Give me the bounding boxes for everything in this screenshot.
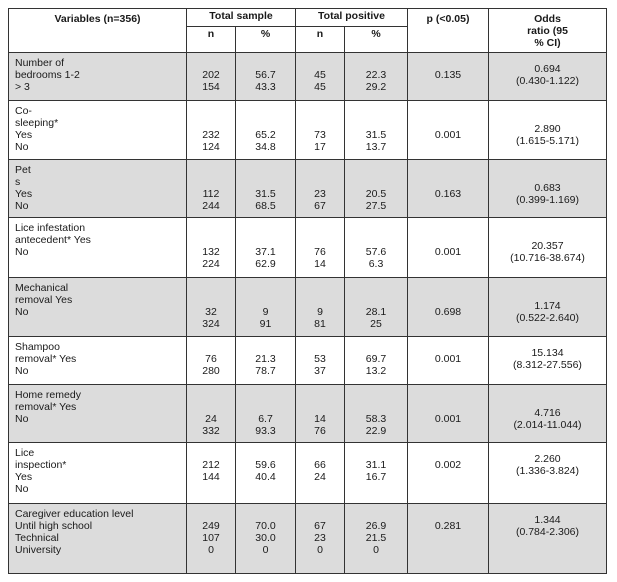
variable-label: bedrooms 1-2 <box>15 69 80 81</box>
value-pct2: 27.5 <box>365 199 387 212</box>
variable-label: No <box>15 245 29 258</box>
value-n2: 45 <box>314 81 326 93</box>
value-cell-n1 <box>187 503 236 573</box>
value-n2: 73 <box>314 129 326 142</box>
value-cell-n1 <box>187 336 236 384</box>
value-n1: 154 <box>202 81 220 93</box>
variable-label: Caregiver education level <box>15 507 134 520</box>
value-pct2: 20.5 <box>365 187 387 200</box>
value-pct2: 0 <box>373 543 379 556</box>
value-cell-n1 <box>187 443 236 503</box>
variable-cell <box>9 278 187 336</box>
variable-label: Co- <box>15 105 32 118</box>
variable-label: Mechanical <box>15 282 69 295</box>
value-pct1: 37.1 <box>255 245 276 258</box>
value-pct1: 9 <box>262 306 269 319</box>
value-pct1: 91 <box>259 318 272 331</box>
value-n1: 32 <box>205 306 217 319</box>
value-n1: 132 <box>202 245 220 258</box>
value-pct2: 21.5 <box>365 531 387 544</box>
value-cell-pct1 <box>236 217 296 277</box>
value-cell-pct1 <box>236 503 296 573</box>
value-pct2: 57.6 <box>365 245 387 258</box>
header-total-sample: Total sample <box>187 9 296 27</box>
value-pct1: 68.5 <box>255 199 276 212</box>
value-n2: 76 <box>314 424 326 437</box>
value-n2: 23 <box>314 187 326 200</box>
odds-ratio-value: 4.716 <box>534 406 561 419</box>
value-pct1: 62.9 <box>255 257 276 270</box>
value-n1: 24 <box>205 412 217 425</box>
value-cell-n1 <box>187 101 236 159</box>
odds-ratio-cell <box>489 159 607 217</box>
value-pct1: 70.0 <box>255 519 276 532</box>
variable-label: No <box>15 199 29 212</box>
value-cell-n1 <box>187 217 236 277</box>
value-pct1: 31.5 <box>255 187 276 200</box>
value-cell-pct1 <box>236 101 296 159</box>
odds-ratio-cell <box>489 336 607 384</box>
value-n2: 24 <box>314 471 326 484</box>
confidence-interval: (1.615-5.171) <box>515 135 580 148</box>
table-row <box>9 443 607 503</box>
variable-cell <box>9 159 187 217</box>
value-cell-n2 <box>296 159 345 217</box>
confidence-interval: (0.430-1.122) <box>515 75 580 87</box>
confidence-interval: (0.784-2.306) <box>515 525 580 538</box>
variable-label: No <box>15 141 29 154</box>
value-n2: 67 <box>314 199 326 212</box>
value-cell-pct2 <box>345 336 408 384</box>
value-pct2: 22.9 <box>365 424 387 437</box>
value-pct1: 0 <box>262 543 269 556</box>
variable-label: removal* Yes <box>15 352 77 365</box>
p-value-cell <box>408 101 489 159</box>
header-pct-positive: % <box>345 27 408 53</box>
variable-label: s <box>15 175 21 188</box>
odds-ratio-cell <box>489 443 607 503</box>
table-row <box>9 217 607 277</box>
value-n2: 76 <box>314 245 326 258</box>
p-value: 0.001 <box>434 129 462 142</box>
value-cell-pct1 <box>236 278 296 336</box>
table-row <box>9 336 607 384</box>
value-pct1: 43.3 <box>255 81 276 93</box>
value-pct1: 93.3 <box>255 424 276 437</box>
p-value: 0.001 <box>434 352 462 365</box>
value-pct1: 78.7 <box>255 364 276 377</box>
odds-ratio-value: 15.134 <box>531 346 564 359</box>
value-cell-pct1 <box>236 384 296 442</box>
table-row <box>9 101 607 159</box>
table-row <box>9 503 607 573</box>
value-cell-n1 <box>187 159 236 217</box>
value-n2: 45 <box>314 69 326 81</box>
value-pct1: 59.6 <box>255 459 276 472</box>
value-cell-pct2 <box>345 217 408 277</box>
variable-label: Lice <box>15 447 35 460</box>
header-odds-ratio: Odds ratio (95 % CI) <box>489 9 607 53</box>
table-row <box>9 159 607 217</box>
value-cell-pct1 <box>236 53 296 101</box>
value-pct1: 6.7 <box>258 412 273 425</box>
value-cell-n2 <box>296 384 345 442</box>
value-pct2: 58.3 <box>365 412 387 425</box>
value-n2: 0 <box>317 543 323 556</box>
variable-label: antecedent* Yes <box>15 233 91 246</box>
variable-label: Technical <box>15 531 59 544</box>
variable-label: Number of <box>15 57 65 69</box>
variable-label: Yes <box>15 471 33 484</box>
variable-label: inspection* <box>15 459 67 472</box>
odds-ratio-cell <box>489 384 607 442</box>
value-pct2: 31.1 <box>365 459 387 472</box>
value-n2: 81 <box>314 318 326 331</box>
value-pct2: 13.7 <box>365 141 387 154</box>
value-n1: 112 <box>202 187 220 200</box>
p-value: 0.001 <box>434 412 462 425</box>
results-table <box>8 8 607 574</box>
variable-label: No <box>15 412 29 425</box>
value-n2: 9 <box>317 306 323 319</box>
variable-label: No <box>15 483 29 496</box>
value-cell-n1 <box>187 278 236 336</box>
value-pct1: 40.4 <box>255 471 276 484</box>
value-pct1: 30.0 <box>255 531 276 544</box>
odds-ratio-value: 0.683 <box>534 181 561 194</box>
variable-label: > 3 <box>15 81 30 93</box>
p-value-cell <box>408 278 489 336</box>
value-cell-n2 <box>296 278 345 336</box>
value-n1: 232 <box>202 129 220 142</box>
value-pct2: 69.7 <box>365 352 387 365</box>
p-value: 0.163 <box>434 187 462 200</box>
odds-ratio-cell <box>489 503 607 573</box>
value-pct1: 56.7 <box>255 69 276 81</box>
variable-label: Home remedy <box>15 388 81 401</box>
value-cell-n2 <box>296 336 345 384</box>
value-pct1: 21.3 <box>255 352 276 365</box>
value-cell-n2 <box>296 443 345 503</box>
variable-label: Yes <box>15 129 33 142</box>
header-total-positive: Total positive <box>296 9 408 27</box>
variable-cell <box>9 443 187 503</box>
value-n2: 17 <box>314 141 326 154</box>
header-n-sample: n <box>187 27 236 53</box>
confidence-interval: (8.312-27.556) <box>513 358 582 371</box>
value-cell-n2 <box>296 101 345 159</box>
value-pct2: 25 <box>370 318 382 331</box>
value-n2: 14 <box>314 257 326 270</box>
confidence-interval: (2.014-11.044) <box>513 418 582 431</box>
value-pct2: 16.7 <box>365 471 387 484</box>
value-pct1: 65.2 <box>255 129 276 142</box>
variable-cell <box>9 336 187 384</box>
odds-ratio-cell <box>489 53 607 101</box>
value-cell-n1 <box>187 53 236 101</box>
p-value: 0.281 <box>434 519 462 532</box>
odds-ratio-cell <box>489 278 607 336</box>
table-row <box>9 53 607 101</box>
p-value-cell <box>408 159 489 217</box>
variable-cell <box>9 53 187 101</box>
variable-label: University <box>15 543 62 556</box>
value-pct2: 26.9 <box>365 519 387 532</box>
confidence-interval: (0.399-1.169) <box>515 193 580 206</box>
value-cell-n1 <box>187 384 236 442</box>
table-row <box>9 278 607 336</box>
p-value: 0.698 <box>434 306 462 319</box>
value-n2: 67 <box>314 519 326 532</box>
variable-label: Yes <box>15 187 33 200</box>
value-cell-pct2 <box>345 384 408 442</box>
value-pct2: 13.2 <box>365 364 387 377</box>
value-cell-pct2 <box>345 503 408 573</box>
odds-ratio-value: 1.174 <box>534 300 561 313</box>
value-n1: 249 <box>202 519 220 532</box>
p-value: 0.001 <box>434 245 462 258</box>
header-p-value: p (<0.05) <box>408 9 489 53</box>
variable-label: Until high school <box>15 519 93 532</box>
p-value-cell <box>408 53 489 101</box>
variable-label: No <box>15 306 29 319</box>
value-pct2: 22.3 <box>365 69 387 81</box>
value-cell-n2 <box>296 217 345 277</box>
header-pct-sample: % <box>236 27 296 53</box>
value-cell-pct2 <box>345 101 408 159</box>
variable-label: Lice infestation <box>15 221 86 234</box>
value-cell-n2 <box>296 503 345 573</box>
value-pct2: 29.2 <box>365 81 387 93</box>
value-n2: 53 <box>314 352 326 365</box>
value-n2: 37 <box>314 364 326 377</box>
odds-ratio-cell <box>489 101 607 159</box>
value-n1: 244 <box>202 199 220 212</box>
variable-label: No <box>15 364 29 377</box>
value-n1: 0 <box>208 543 214 556</box>
variable-cell <box>9 217 187 277</box>
value-cell-pct1 <box>236 443 296 503</box>
value-n1: 144 <box>202 471 220 484</box>
confidence-interval: (0.522-2.640) <box>515 312 580 325</box>
value-cell-n2 <box>296 53 345 101</box>
header-n-positive: n <box>296 27 345 53</box>
odds-ratio-value: 2.260 <box>534 453 561 466</box>
value-cell-pct2 <box>345 443 408 503</box>
value-n1: 202 <box>202 69 220 81</box>
value-cell-pct2 <box>345 278 408 336</box>
odds-ratio-value: 1.344 <box>534 513 561 526</box>
odds-ratio-value: 2.890 <box>534 123 561 136</box>
value-n1: 76 <box>205 352 217 365</box>
variable-label: removal Yes <box>15 294 73 307</box>
p-value: 0.135 <box>434 69 462 81</box>
odds-ratio-value: 20.357 <box>531 239 564 252</box>
p-value-cell <box>408 336 489 384</box>
value-n2: 23 <box>314 531 326 544</box>
odds-ratio-cell <box>489 217 607 277</box>
variable-cell <box>9 101 187 159</box>
value-pct2: 6.3 <box>368 257 384 270</box>
value-n1: 224 <box>202 257 220 270</box>
value-cell-pct2 <box>345 53 408 101</box>
variable-label: Pet <box>15 163 31 176</box>
value-n1: 332 <box>202 424 220 437</box>
value-n1: 324 <box>202 318 220 331</box>
value-n1: 212 <box>202 459 220 472</box>
confidence-interval: (1.336-3.824) <box>515 465 580 478</box>
value-n1: 280 <box>202 364 220 377</box>
value-n2: 66 <box>314 459 326 472</box>
header-variables: Variables (n=356) <box>9 9 187 53</box>
p-value-cell <box>408 217 489 277</box>
variable-cell <box>9 384 187 442</box>
p-value-cell <box>408 503 489 573</box>
value-pct1: 34.8 <box>255 141 276 154</box>
p-value-cell <box>408 443 489 503</box>
p-value-cell <box>408 384 489 442</box>
value-cell-pct1 <box>236 159 296 217</box>
variable-label: removal* Yes <box>15 400 77 413</box>
value-n2: 14 <box>314 412 326 425</box>
value-cell-pct2 <box>345 159 408 217</box>
value-n1: 124 <box>202 141 220 154</box>
value-n1: 107 <box>202 531 220 544</box>
value-pct2: 31.5 <box>365 129 387 142</box>
odds-ratio-value: 0.694 <box>534 63 561 75</box>
confidence-interval: (10.716-38.674) <box>510 251 585 264</box>
value-pct2: 28.1 <box>365 306 387 319</box>
value-cell-pct1 <box>236 336 296 384</box>
variable-cell <box>9 503 187 573</box>
table-row <box>9 384 607 442</box>
variable-label: sleeping* <box>15 117 59 130</box>
p-value: 0.002 <box>434 459 462 472</box>
variable-label: Shampoo <box>15 340 60 353</box>
